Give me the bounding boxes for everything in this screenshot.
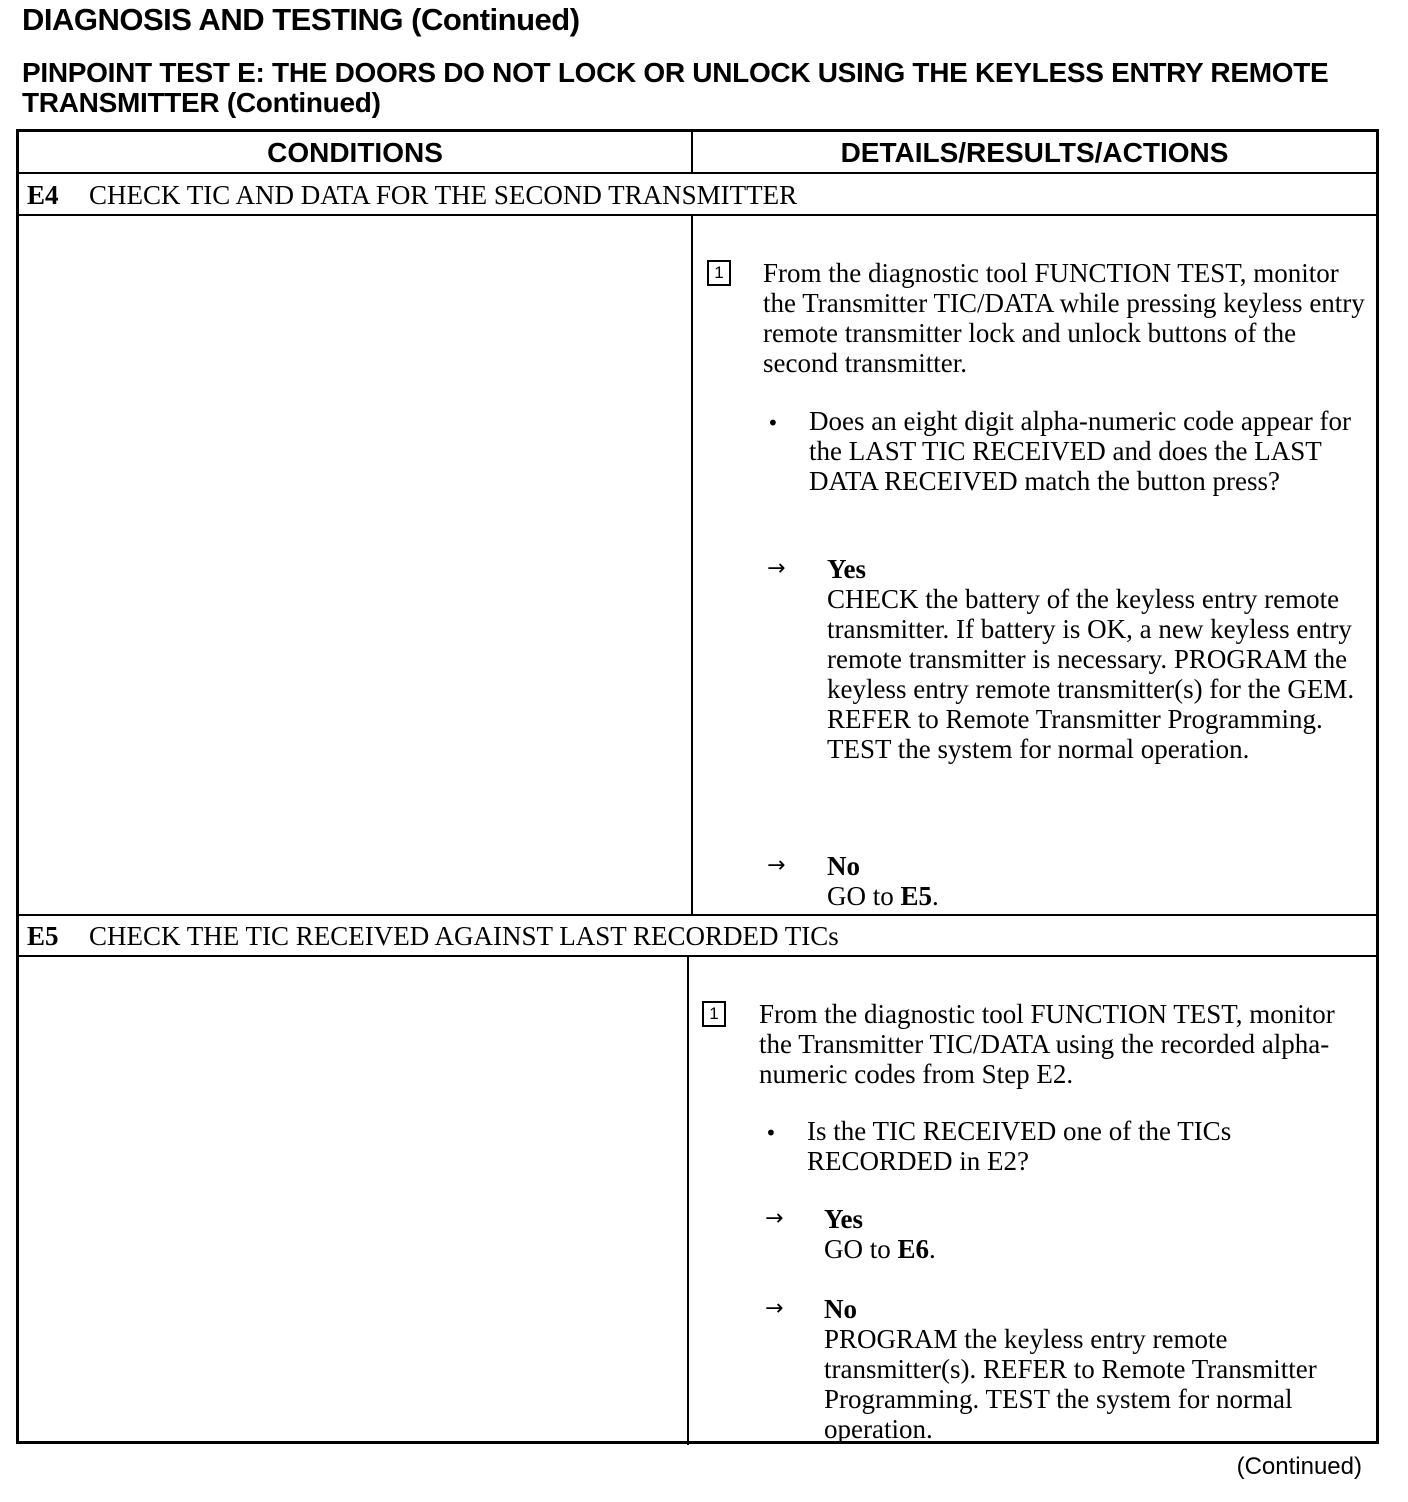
header-column-divider	[691, 132, 693, 172]
step-e4-yes-label: Yes	[827, 554, 866, 584]
step-e4-title-text: CHECK TIC AND DATA FOR THE SECOND TRANSMITTER	[89, 180, 798, 210]
step-e4-yes-result	[827, 554, 1372, 764]
continued-footer: (Continued)	[1236, 1453, 1362, 1480]
step-e4-title	[27, 177, 797, 213]
step-e5-yes-target: E6	[897, 1234, 930, 1264]
step-e5-bullet: •	[765, 1121, 777, 1145]
step-e4-no-prefix: GO to	[827, 881, 894, 911]
step-e5-no-arrow-icon: →	[765, 1296, 784, 1321]
step-e4-code: E4	[27, 180, 59, 210]
step-e4-no-label: No	[827, 851, 860, 881]
step-e4-action-text: From the diagnostic tool FUNCTION TEST, monitor the Transmitter TIC/DATA while pressing keyless entry remote transmitter lock and unlock buttons of the second transmitter.	[763, 258, 1365, 378]
step-e5-no-label: No	[824, 1294, 857, 1324]
step-e5-code: E5	[27, 921, 59, 951]
conditions-column-header: CONDITIONS	[267, 137, 443, 168]
step-e5-yes-suffix: .	[929, 1234, 936, 1264]
step-e4-action-number: 1	[707, 260, 731, 286]
pinpoint-test-table	[16, 129, 1379, 1444]
step-e4-divider	[19, 914, 1376, 916]
step-e4-bullet: •	[767, 411, 779, 435]
step-e5-yes-label: Yes	[824, 1204, 863, 1234]
step-e4-no-target: E5	[900, 881, 933, 911]
step-e5-no-result	[824, 1294, 1372, 1444]
step-e5-action-text: From the diagnostic tool FUNCTION TEST, monitor the Transmitter TIC/DATA using the recorded alpha-numeric codes from Step E2.	[759, 999, 1335, 1089]
step-e5-no-text: PROGRAM the keyless entry remote transmitter(s). REFER to Remote Transmitter Programming. TEST the system for normal operation.	[824, 1324, 1317, 1444]
step-e5-title	[27, 918, 839, 954]
header-divider	[19, 172, 1376, 174]
details-column-header: DETAILS/RESULTS/ACTIONS	[840, 137, 1229, 168]
step-e4-question: Does an eight digit alpha-numeric code appear for the LAST TIC RECEIVED and does the LAST DATA RECEIVED match the button press?	[809, 406, 1352, 496]
step-e5-details-cell	[689, 957, 1376, 1442]
step-e5-yes-arrow-icon: →	[765, 1206, 784, 1231]
step-e5-title-text: CHECK THE TIC RECEIVED AGAINST LAST RECORDED TICs	[89, 921, 839, 951]
step-e4-yes-text: CHECK the battery of the keyless entry remote transmitter. If battery is OK, a new keyless entry remote transmitter is necessary. PROGRAM the keyless entry remote transmitter(s) for the GEM. REFER to Remote Transmitter Programming. TEST the system for normal operation.	[827, 584, 1355, 764]
step-e5-yes-prefix: GO to	[824, 1234, 891, 1264]
step-e5-question: Is the TIC RECEIVED one of the TICs RECORDED in E2?	[807, 1116, 1232, 1176]
step-e4-details-cell	[693, 216, 1376, 914]
step-e4-conditions-cell	[19, 216, 689, 914]
step-e4-no-suffix: .	[932, 881, 939, 911]
step-e5-conditions-cell	[19, 957, 685, 1442]
step-e5-action-number: 1	[702, 1001, 726, 1027]
step-e4-no-arrow-icon: →	[767, 853, 786, 878]
step-e5-yes-result	[824, 1204, 1369, 1264]
step-e4-yes-arrow-icon: →	[767, 556, 786, 581]
step-e4-no-result	[827, 851, 1372, 911]
page-title: DIAGNOSIS AND TESTING (Continued)	[22, 2, 580, 37]
pinpoint-test-title: PINPOINT TEST E: THE DOORS DO NOT LOCK OR UNLOCK USING THE KEYLESS ENTRY REMOTE TRANSMITTER (Continued)	[22, 57, 1329, 118]
